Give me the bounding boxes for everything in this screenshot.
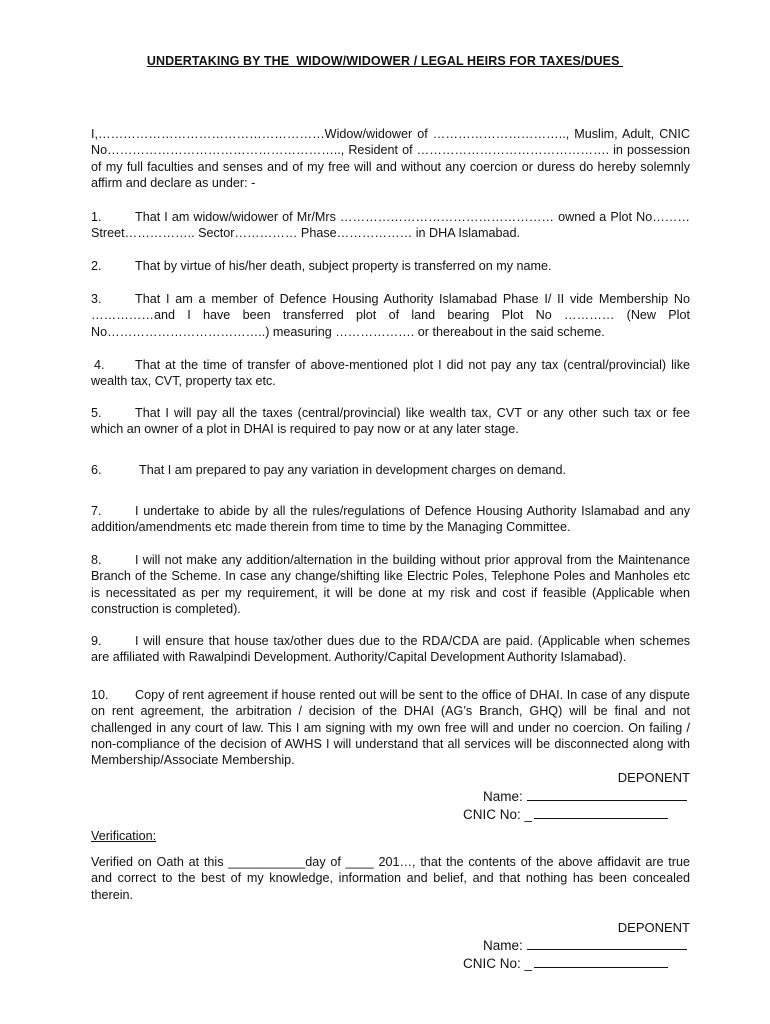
clause-number: 6.: [91, 463, 102, 477]
clause-number: 3.: [91, 292, 102, 306]
clause-text: That at the time of transfer of above-mentioned plot I did not pay any tax (central/provincial) like wealth tax, CVT, property tax etc.: [91, 358, 690, 389]
cnic-blank-2: [534, 955, 668, 968]
clause-text: I will not make any addition/alternation in the building without prior approval from the Maintenance Branch of the Scheme. In case any change/shifting like Electric Poles, Telephone Poles and Manholes etc is necessitated as per my requirement, it will be done at my risk and cost if feasible (Applicable when construction is completed).: [91, 553, 690, 616]
clause-text: That by virtue of his/her death, subject property is transferred on my name.: [135, 259, 552, 273]
clause-2: [91, 258, 690, 274]
name-signature-line-2: [483, 937, 687, 953]
clause-text: Copy of rent agreement if house rented out will be sent to the office of DHAI. In case of any dispute on rent agreement, the arbitration / decision of the DHAI (AG’s Branch, GHQ) will be final and not challenged in any court of law. This I am signing with my own free will and under no coercion. On failing / non-compliance of the decision of AWHS I will understand that all services will be disconnected along with Membership/Associate Membership.: [91, 688, 690, 768]
clause-text: I will ensure that house tax/other dues due to the RDA/CDA are paid. (Applicable when schemes are affiliated with Rawalpindi Development. Authority/Capital Development Authority Islamabad).: [91, 634, 690, 665]
cnic-blank: [534, 806, 668, 819]
deponent-label: DEPONENT: [617, 770, 690, 785]
clause-3: [91, 291, 690, 340]
clause-7: [91, 503, 690, 536]
verification-title: Verification:: [91, 829, 157, 843]
name-label: Name:: [483, 789, 523, 804]
clause-text: That I will pay all the taxes (central/provincial) like wealth tax, CVT or any other such tax or fee which an owner of a plot in DHAI is required to pay now or at any later stage.: [91, 406, 690, 437]
document-title: UNDERTAKING BY THE WIDOW/WIDOWER / LEGAL HEIRS FOR TAXES/DUES: [146, 54, 624, 68]
clause-number: 8.: [91, 553, 102, 567]
clause-text: That I am prepared to pay any variation in development charges on demand.: [139, 463, 567, 477]
verification-paragraph: Verified on Oath at this ___________day of ____ 201…, that the contents of the above affidavit are true and correct to the best of my knowledge, information and belief, and that nothing has been concealed therein.: [91, 855, 690, 902]
clause-number: 7.: [91, 504, 102, 518]
cnic-signature-line-2: [463, 955, 668, 971]
cnic-label-2: CNIC No: _: [463, 956, 533, 971]
clause-6: [91, 462, 690, 478]
clause-4: [91, 357, 690, 390]
deponent-label-2: DEPONENT: [617, 920, 690, 935]
clause-text: I undertake to abide by all the rules/regulations of Defence Housing Authority Islamabad and any addition/amendments etc made therein from time to time by the Managing Committee.: [91, 504, 690, 535]
clause-1: [91, 209, 690, 242]
name-blank: [527, 788, 687, 801]
clause-8: [91, 552, 690, 617]
cnic-signature-line: [463, 806, 668, 822]
name-signature-line: [483, 788, 687, 804]
clause-number: 2.: [91, 259, 102, 273]
intro-paragraph: I,………………………………………………Widow/widower of ………………………….., Muslim, Adult, CNIC No……………………………………………….., Resident of ………………………………………. in possession of my full faculties and senses and of my free will and without any coercion or duress do hereby solemnly affirm and declare as under: -: [91, 127, 690, 190]
clause-number: 10.: [91, 688, 109, 702]
clause-number: 4.: [94, 358, 105, 372]
clause-text: That I am widow/widower of Mr/Mrs …………………………………………… owned a Plot No……… Street…………….. Sector…………… Phase……………… in DHA Islamabad.: [91, 210, 690, 241]
name-label-2: Name:: [483, 938, 523, 953]
clause-10: [91, 687, 690, 768]
clause-number: 1.: [91, 210, 102, 224]
clause-text: That I am a member of Defence Housing Authority Islamabad Phase I/ II vide Membership No ……………and I have been transferred plot of land bearing Plot No ………… (New Plot No………………………………..) measuring ………………. or thereabout in the said scheme.: [91, 292, 690, 339]
cnic-label: CNIC No: _: [463, 807, 533, 822]
clause-9: [91, 633, 690, 666]
clause-number: 9.: [91, 634, 102, 648]
name-blank-2: [527, 937, 687, 950]
clause-number: 5.: [91, 406, 102, 420]
clause-5: [91, 405, 690, 438]
